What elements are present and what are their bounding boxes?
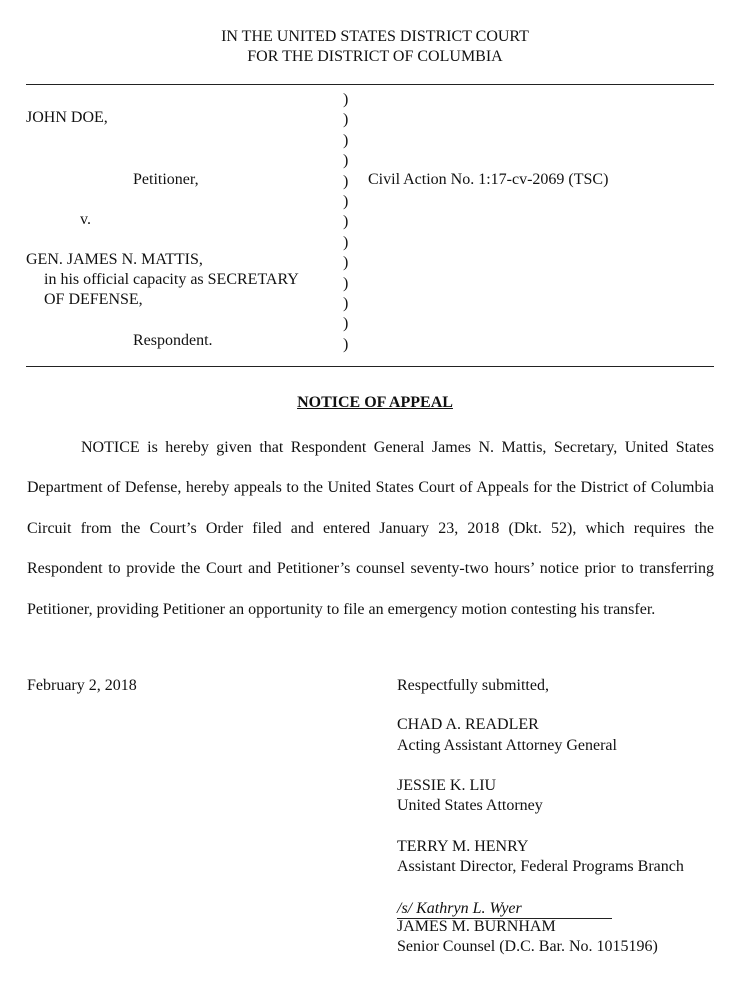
notice-body-text: NOTICE is hereby given that Respondent General James N. Mattis, Secretary, United States Department of Defense, hereby appeals to the United States Court of Appeals for the District of Columbia Circuit from the Court’s Order filed and entered January 23, 2018 (Dkt. 52), which requires the Respondent to provide the Court and Petitioner’s counsel seventy-two hours’ notice prior to transferring Petitioner, providing Petitioner an opportunity to file an emergency motion contesting his transfer. (27, 439, 714, 618)
caption-paren: ) (343, 274, 349, 292)
caption-top-rule (26, 84, 714, 85)
electronic-signature: /s/ Kathryn L. Wyer (397, 900, 522, 917)
signer-name: TERRY M. HENRY (397, 838, 529, 855)
caption-paren: ) (343, 192, 349, 210)
caption-paren: ) (343, 131, 349, 149)
caption-paren: ) (343, 294, 349, 312)
respondent-role: Respondent. (133, 332, 213, 349)
versus: v. (80, 211, 91, 228)
petitioner-name: JOHN DOE, (26, 109, 108, 126)
caption-paren: ) (343, 233, 349, 251)
respondent-line3: OF DEFENSE, (44, 291, 143, 308)
closing: Respectfully submitted, (397, 677, 549, 694)
case-number: Civil Action No. 1:17-cv-2069 (TSC) (368, 171, 609, 188)
respondent-line1: GEN. JAMES N. MATTIS, (26, 251, 203, 268)
caption-paren: ) (343, 254, 349, 272)
caption-bottom-rule (26, 366, 714, 367)
notice-body (27, 428, 714, 630)
respondent-line2: in his official capacity as SECRETARY (44, 271, 299, 288)
caption-paren: ) (343, 152, 349, 170)
caption-paren: ) (343, 111, 349, 129)
signer-title: Acting Assistant Attorney General (397, 737, 617, 754)
final-signer-name: JAMES M. BURNHAM (397, 918, 556, 935)
document-title: NOTICE OF APPEAL (297, 394, 453, 411)
caption-parentheses (343, 90, 355, 355)
signer-name: JESSIE K. LIU (397, 777, 497, 794)
signer-title: United States Attorney (397, 797, 543, 814)
caption-paren: ) (343, 213, 349, 231)
signer-name: CHAD A. READLER (397, 716, 539, 733)
caption-paren: ) (343, 172, 349, 190)
caption-paren: ) (343, 335, 349, 353)
petitioner-role: Petitioner, (133, 171, 199, 188)
signer-title: Assistant Director, Federal Programs Branch (397, 858, 684, 875)
caption-paren: ) (343, 315, 349, 333)
court-name-line1: IN THE UNITED STATES DISTRICT COURT (221, 28, 529, 45)
final-signer-title: Senior Counsel (D.C. Bar. No. 1015196) (397, 938, 658, 955)
caption-paren: ) (343, 91, 349, 108)
court-name-line2: FOR THE DISTRICT OF COLUMBIA (247, 48, 503, 65)
filing-date: February 2, 2018 (27, 677, 137, 694)
